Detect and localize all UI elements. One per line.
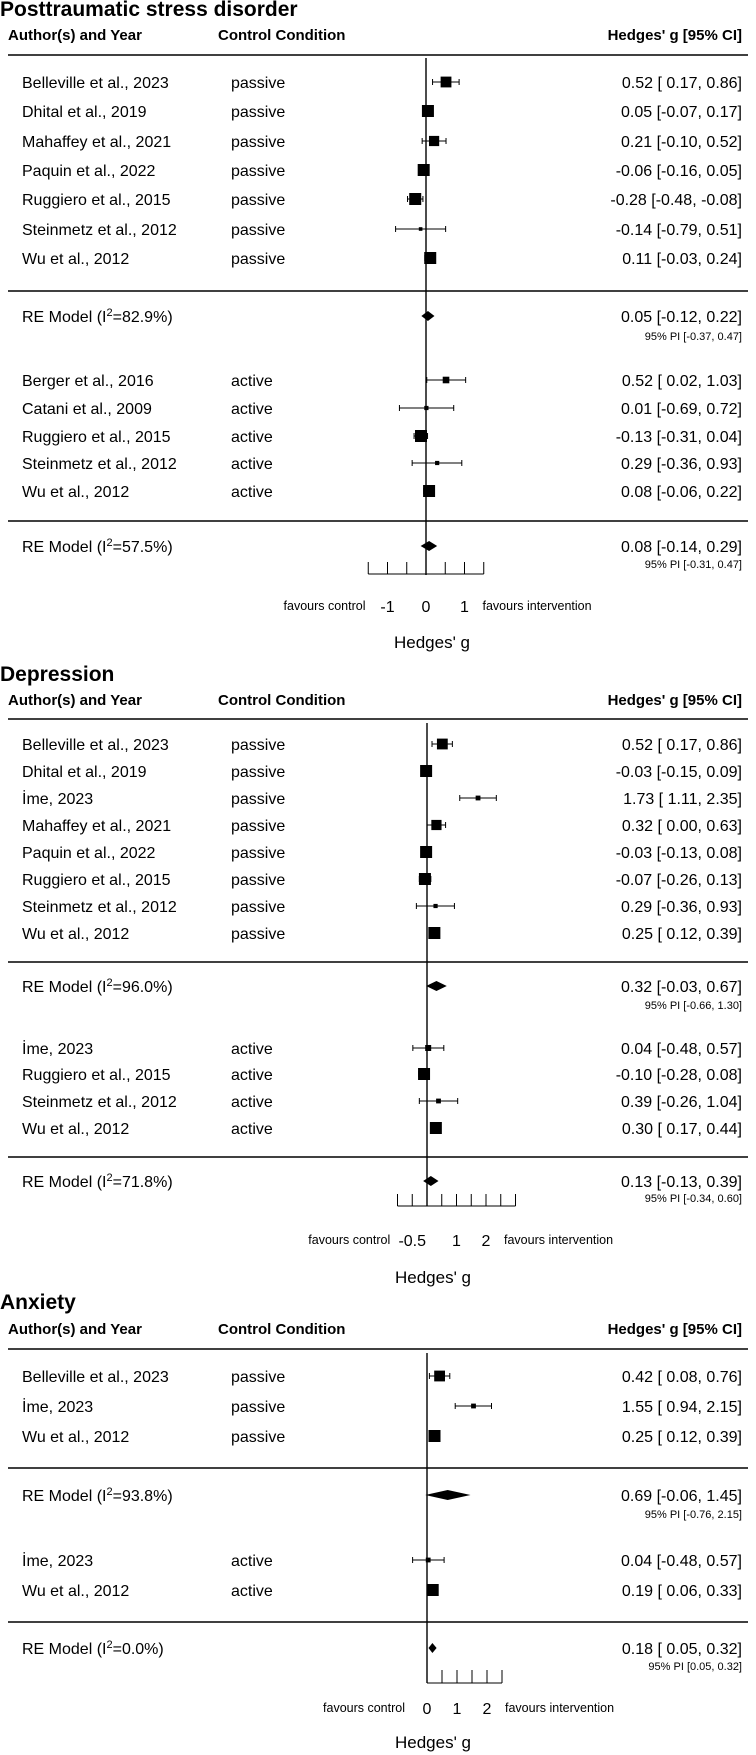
effect-estimate-text: 0.19 [ 0.06, 0.33] — [621, 1583, 742, 1600]
effect-point — [422, 105, 434, 117]
effect-estimate-text: 0.52 [ 0.02, 1.03] — [621, 373, 742, 390]
x-tick-label: 0 — [421, 599, 431, 616]
study-label: Wu et al., 2012 — [22, 926, 130, 943]
control-condition: active — [231, 373, 273, 390]
effect-point — [429, 1430, 441, 1442]
x-tick-label: 1 — [452, 1701, 462, 1718]
control-condition: passive — [231, 251, 286, 268]
re-model-i2-value: 96.0% — [121, 979, 168, 996]
effect-point — [428, 927, 440, 939]
effect-point — [419, 873, 431, 885]
re-model-i2-value: 71.8% — [121, 1174, 168, 1191]
study-label: Catani et al., 2009 — [22, 401, 152, 418]
header-effect: Hedges' g [95% CI] — [607, 1321, 742, 1338]
re-model-i2-value: 57.5% — [121, 539, 168, 556]
control-condition: active — [231, 429, 273, 446]
re-model-name: RE Model — [22, 979, 93, 996]
effect-estimate-text: 1.73 [ 1.11, 2.35] — [623, 791, 742, 808]
control-condition: active — [231, 456, 273, 473]
study-label: Wu et al., 2012 — [22, 484, 130, 501]
pooled-diamond — [426, 981, 447, 991]
study-label: İme, 2023 — [22, 1553, 94, 1570]
favours-intervention-label: favours intervention — [505, 1701, 615, 1715]
study-label: Steinmetz et al., 2012 — [22, 222, 177, 239]
effect-point — [435, 461, 439, 465]
forest-panel — [0, 663, 748, 1287]
study-label: İme, 2023 — [22, 1399, 94, 1416]
pooled-diamond — [421, 311, 434, 321]
effect-point — [426, 1558, 431, 1563]
control-condition: active — [231, 1067, 273, 1084]
study-label: Ruggiero et al., 2015 — [22, 1067, 171, 1084]
effect-point — [423, 485, 435, 497]
effect-estimate-text: 0.52 [ 0.17, 0.86] — [621, 75, 742, 92]
re-model-i2-sup: 2 — [106, 537, 113, 549]
effect-point — [424, 406, 428, 410]
re-model-i2-prefix: (I — [92, 1174, 107, 1191]
control-condition: active — [231, 484, 273, 501]
control-condition: passive — [231, 163, 286, 180]
study-label: Paquin et al., 2022 — [22, 845, 156, 862]
control-condition: active — [231, 1121, 273, 1138]
effect-point — [419, 227, 423, 231]
control-condition: passive — [231, 192, 286, 209]
effect-estimate-text: 0.29 [-0.36, 0.93] — [621, 456, 742, 473]
re-model-i2-eq: = — [112, 1174, 122, 1191]
favours-intervention-label: favours intervention — [482, 599, 592, 613]
effect-estimate-text: 0.29 [-0.36, 0.93] — [621, 899, 742, 916]
control-condition: active — [231, 1041, 273, 1058]
effect-estimate-text: 0.32 [ 0.00, 0.63] — [621, 818, 742, 835]
study-label: Berger et al., 2016 — [22, 373, 154, 390]
header-control: Control Condition — [218, 27, 346, 44]
effect-point — [415, 430, 427, 442]
control-condition: active — [231, 401, 273, 418]
effect-estimate-text: -0.06 [-0.16, 0.05] — [615, 163, 742, 180]
header-effect: Hedges' g [95% CI] — [607, 692, 742, 709]
effect-estimate-text: -0.28 [-0.48, -0.08] — [610, 192, 742, 209]
effect-point — [471, 1404, 476, 1409]
header-study: Author(s) and Year — [8, 1321, 142, 1338]
effect-point — [434, 1371, 445, 1382]
effect-point — [418, 164, 430, 176]
effect-estimate-text: -0.07 [-0.26, 0.13] — [615, 872, 742, 889]
re-model-i2-close: ) — [167, 309, 173, 326]
panel-title: Posttraumatic stress disorder — [0, 0, 298, 21]
re-model-name: RE Model — [22, 309, 93, 326]
study-label: Paquin et al., 2022 — [22, 163, 156, 180]
control-condition: passive — [231, 1399, 286, 1416]
pooled-diamond — [425, 1490, 470, 1500]
effect-point — [429, 136, 439, 146]
favours-control-label: favours control — [308, 1233, 391, 1247]
effect-estimate-text: -0.13 [-0.31, 0.04] — [615, 429, 742, 446]
re-model-name: RE Model — [22, 1641, 93, 1658]
control-condition: active — [231, 1553, 273, 1570]
re-model-estimate-text: 0.05 [-0.12, 0.22] — [621, 309, 742, 326]
effect-estimate-text: 0.25 [ 0.12, 0.39] — [621, 926, 742, 943]
pooled-diamond — [421, 541, 438, 551]
effect-estimate-text: 0.04 [-0.48, 0.57] — [621, 1553, 742, 1570]
control-condition: passive — [231, 737, 286, 754]
control-condition: passive — [231, 222, 286, 239]
effect-estimate-text: 0.21 [-0.10, 0.52] — [621, 134, 742, 151]
re-model-i2-value: 0.0% — [121, 1641, 159, 1658]
control-condition: passive — [231, 104, 286, 121]
prediction-interval-text: 95% PI [-0.37, 0.47] — [644, 331, 742, 343]
re-model-i2-close: ) — [158, 1641, 164, 1658]
re-model-i2-sup: 2 — [106, 1172, 113, 1184]
prediction-interval-text: 95% PI [-0.76, 2.15] — [644, 1509, 742, 1521]
favours-control-label: favours control — [283, 599, 366, 613]
effect-estimate-text: 0.04 [-0.48, 0.57] — [621, 1041, 742, 1058]
control-condition: passive — [231, 818, 286, 835]
study-label: Steinmetz et al., 2012 — [22, 1094, 177, 1111]
control-condition: passive — [231, 899, 286, 916]
re-model-label — [22, 307, 173, 326]
effect-point — [431, 820, 441, 830]
re-model-label — [22, 1486, 173, 1505]
study-label: Ruggiero et al., 2015 — [22, 429, 171, 446]
effect-estimate-text: 0.42 [ 0.08, 0.76] — [621, 1369, 742, 1386]
prediction-interval-text: 95% PI [-0.34, 0.60] — [644, 1193, 742, 1205]
control-condition: passive — [231, 1369, 286, 1386]
study-label: Ruggiero et al., 2015 — [22, 872, 171, 889]
re-model-estimate-text: 0.08 [-0.14, 0.29] — [621, 539, 742, 556]
re-model-i2-prefix: (I — [92, 1488, 107, 1505]
re-model-estimate-text: 0.13 [-0.13, 0.39] — [621, 1174, 742, 1191]
re-model-i2-value: 93.8% — [121, 1488, 168, 1505]
effect-estimate-text: 0.52 [ 0.17, 0.86] — [621, 737, 742, 754]
re-model-i2-prefix: (I — [92, 1641, 107, 1658]
re-model-name: RE Model — [22, 1174, 93, 1191]
effect-estimate-text: 0.11 [-0.03, 0.24] — [622, 251, 742, 268]
re-model-name: RE Model — [22, 1488, 93, 1505]
control-condition: passive — [231, 845, 286, 862]
re-model-estimate-text: 0.69 [-0.06, 1.45] — [621, 1488, 742, 1505]
x-tick-label: 0 — [422, 1701, 432, 1718]
effect-point — [441, 77, 452, 88]
control-condition: passive — [231, 791, 286, 808]
x-tick-label: -1 — [380, 599, 395, 616]
effect-point — [418, 1068, 430, 1080]
control-condition: passive — [231, 926, 286, 943]
effect-point — [420, 846, 432, 858]
effect-estimate-text: 0.39 [-0.26, 1.04] — [621, 1094, 742, 1111]
study-label: Belleville et al., 2023 — [22, 737, 169, 754]
study-label: Wu et al., 2012 — [22, 1121, 130, 1138]
x-tick-label: 2 — [482, 1701, 492, 1718]
re-model-name: RE Model — [22, 539, 93, 556]
control-condition: passive — [231, 1429, 286, 1446]
effect-point — [409, 193, 421, 205]
effect-estimate-text: -0.03 [-0.13, 0.08] — [615, 845, 742, 862]
effect-point — [476, 796, 481, 801]
study-label: Mahaffey et al., 2021 — [22, 818, 172, 835]
re-model-estimate-text: 0.32 [-0.03, 0.67] — [621, 979, 742, 996]
control-condition: passive — [231, 75, 286, 92]
effect-point — [427, 1584, 439, 1596]
x-axis-title: Hedges' g — [394, 1733, 472, 1752]
re-model-i2-sup: 2 — [106, 977, 113, 989]
x-tick-label: -0.5 — [398, 1233, 427, 1250]
favours-intervention-label: favours intervention — [504, 1233, 614, 1247]
re-model-label — [22, 1172, 173, 1191]
re-model-i2-prefix: (I — [92, 309, 107, 326]
effect-point — [425, 1045, 431, 1051]
re-model-i2-eq: = — [112, 979, 122, 996]
effect-estimate-text: -0.14 [-0.79, 0.51] — [615, 222, 742, 239]
study-label: İme, 2023 — [22, 1041, 94, 1058]
pooled-diamond — [429, 1643, 437, 1653]
panel-title: Anxiety — [0, 1291, 76, 1314]
effect-point — [437, 739, 448, 750]
study-label: Ruggiero et al., 2015 — [22, 192, 171, 209]
re-model-i2-eq: = — [112, 539, 122, 556]
effect-point — [424, 252, 436, 264]
study-label: Steinmetz et al., 2012 — [22, 456, 177, 473]
header-study: Author(s) and Year — [8, 27, 142, 44]
study-label: Belleville et al., 2023 — [22, 1369, 169, 1386]
x-tick-label: 1 — [460, 599, 469, 616]
pooled-diamond — [423, 1176, 438, 1186]
control-condition: passive — [231, 764, 286, 781]
re-model-i2-sup: 2 — [106, 1486, 113, 1498]
re-model-i2-value: 82.9% — [121, 309, 168, 326]
study-label: İme, 2023 — [22, 791, 94, 808]
effect-estimate-text: 0.25 [ 0.12, 0.39] — [621, 1429, 742, 1446]
study-label: Dhital et al., 2019 — [22, 764, 147, 781]
favours-control-label: favours control — [323, 1701, 405, 1715]
header-control: Control Condition — [218, 1321, 346, 1338]
prediction-interval-text: 95% PI [0.05, 0.32] — [648, 1661, 742, 1673]
header-study: Author(s) and Year — [8, 692, 142, 709]
re-model-i2-prefix: (I — [92, 979, 107, 996]
study-label: Wu et al., 2012 — [22, 1429, 130, 1446]
x-tick-label: 2 — [481, 1233, 491, 1250]
effect-point — [436, 1099, 441, 1104]
header-effect: Hedges' g [95% CI] — [607, 27, 742, 44]
effect-estimate-text: 1.55 [ 0.94, 2.15] — [621, 1399, 742, 1416]
study-label: Belleville et al., 2023 — [22, 75, 169, 92]
re-model-i2-close: ) — [167, 979, 173, 996]
re-model-i2-close: ) — [167, 1488, 173, 1505]
re-model-i2-sup: 2 — [106, 307, 113, 319]
effect-point — [420, 765, 432, 777]
study-label: Dhital et al., 2019 — [22, 104, 147, 121]
control-condition: active — [231, 1094, 273, 1111]
effect-point — [433, 904, 437, 908]
x-tick-label: 1 — [452, 1233, 461, 1250]
re-model-i2-close: ) — [167, 1174, 173, 1191]
header-control: Control Condition — [218, 692, 346, 709]
prediction-interval-text: 95% PI [-0.31, 0.47] — [644, 559, 742, 571]
re-model-label — [22, 977, 173, 996]
study-label: Mahaffey et al., 2021 — [22, 134, 172, 151]
study-label: Wu et al., 2012 — [22, 1583, 130, 1600]
study-label: Steinmetz et al., 2012 — [22, 899, 177, 916]
prediction-interval-text: 95% PI [-0.66, 1.30] — [644, 1000, 742, 1012]
control-condition: passive — [231, 872, 286, 889]
x-axis-title: Hedges' g — [394, 1268, 472, 1287]
effect-estimate-text: 0.01 [-0.69, 0.72] — [621, 401, 742, 418]
re-model-label — [22, 537, 173, 556]
forest-panel — [0, 1291, 748, 1752]
forest-panel — [0, 0, 748, 652]
effect-point — [430, 1122, 442, 1134]
re-model-i2-sup: 2 — [106, 1639, 113, 1651]
re-model-label — [22, 1639, 164, 1658]
study-label: Wu et al., 2012 — [22, 251, 130, 268]
effect-estimate-text: 0.08 [-0.06, 0.22] — [621, 484, 742, 501]
effect-point — [443, 377, 450, 384]
x-axis-title: Hedges' g — [393, 633, 471, 652]
panel-title: Depression — [0, 663, 115, 686]
effect-estimate-text: 0.30 [ 0.17, 0.44] — [621, 1121, 742, 1138]
re-model-i2-eq: = — [112, 309, 122, 326]
re-model-i2-prefix: (I — [92, 539, 107, 556]
effect-estimate-text: -0.10 [-0.28, 0.08] — [615, 1067, 742, 1084]
re-model-i2-eq: = — [112, 1641, 122, 1658]
effect-estimate-text: -0.03 [-0.15, 0.09] — [615, 764, 742, 781]
control-condition: active — [231, 1583, 273, 1600]
effect-estimate-text: 0.05 [-0.07, 0.17] — [621, 104, 742, 121]
re-model-i2-close: ) — [167, 539, 173, 556]
re-model-i2-eq: = — [112, 1488, 122, 1505]
control-condition: passive — [231, 134, 286, 151]
re-model-estimate-text: 0.18 [ 0.05, 0.32] — [621, 1641, 742, 1658]
